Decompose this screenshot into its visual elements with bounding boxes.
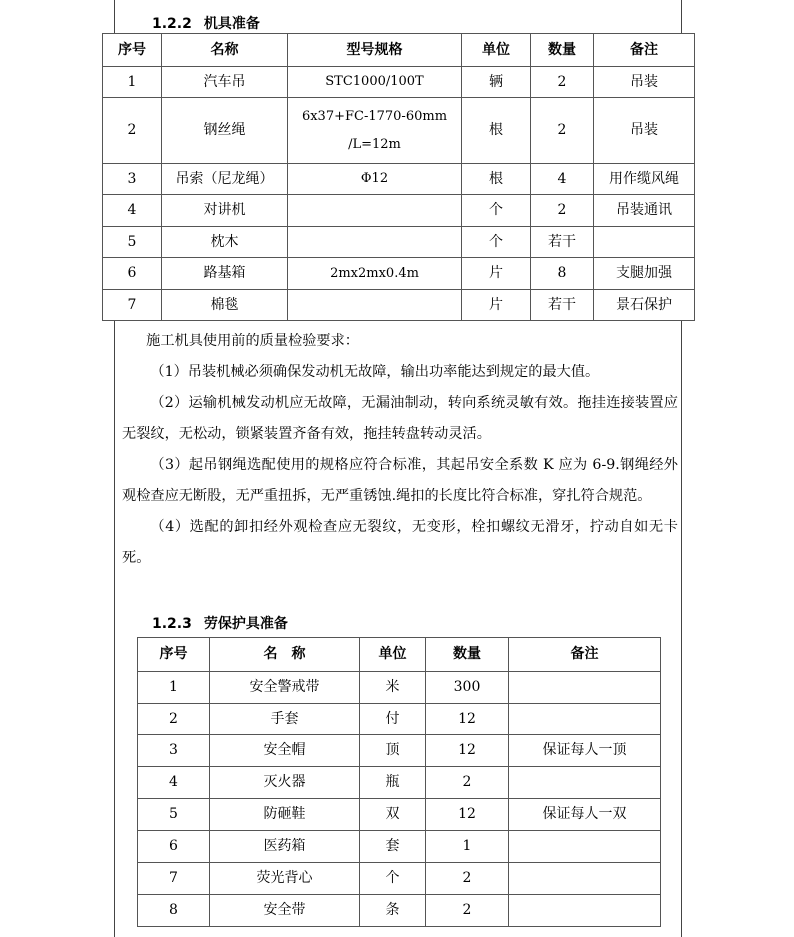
- cell-no: 8: [138, 895, 210, 927]
- cell-qty: 300: [426, 672, 509, 704]
- quality-requirements-text: [122, 326, 678, 574]
- cell-note: 吊装: [594, 98, 695, 164]
- cell-qty: 1: [426, 831, 509, 863]
- cell-unit: 瓶: [360, 767, 426, 799]
- column-header: 备注: [509, 638, 661, 672]
- cell-name: 灭火器: [210, 767, 360, 799]
- cell-note: 保证每人一双: [509, 799, 661, 831]
- cell-note: 用作缆风绳: [594, 164, 695, 195]
- table-header-row: [138, 638, 661, 672]
- cell-name: 手套: [210, 704, 360, 735]
- cell-no: 6: [103, 258, 162, 290]
- cell-name: 路基箱: [162, 258, 288, 290]
- cell-unit: 根: [462, 98, 531, 164]
- cell-spec: [288, 227, 462, 258]
- cell-qty: 2: [531, 98, 594, 164]
- paragraph-2: （2）运输机械发动机应无故障，无漏油制动，转向系统灵敏有效。拖挂连接装置应无裂纹，无松动，锁紧装置齐备有效，拖挂转盘转动灵活。: [122, 395, 678, 442]
- table-row: [138, 704, 661, 735]
- cell-qty: 若干: [531, 227, 594, 258]
- section-heading-ppe: [152, 613, 288, 633]
- cell-spec: [288, 195, 462, 227]
- section-number: 1.2.2: [152, 16, 192, 32]
- cell-name: 医药箱: [210, 831, 360, 863]
- column-header: 数量: [531, 34, 594, 67]
- cell-spec: [288, 98, 462, 164]
- column-header: 单位: [360, 638, 426, 672]
- tools-table: [102, 33, 695, 321]
- cell-spec-line: 6x37+FC-1770-60mm: [301, 108, 448, 124]
- column-header: 序号: [103, 34, 162, 67]
- table-row: [103, 258, 695, 290]
- cell-note: [594, 227, 695, 258]
- table-row: [138, 767, 661, 799]
- cell-name: 枕木: [162, 227, 288, 258]
- cell-name: 安全警戒带: [210, 672, 360, 704]
- cell-qty: 2: [531, 195, 594, 227]
- table-row: [138, 831, 661, 863]
- cell-name: 棉毯: [162, 290, 288, 321]
- table-row: [138, 895, 661, 927]
- cell-name: 汽车吊: [162, 67, 288, 98]
- cell-unit: 付: [360, 704, 426, 735]
- paragraph-intro: 施工机具使用前的质量检验要求：: [146, 333, 359, 349]
- section-title: 机具准备: [203, 16, 260, 32]
- cell-spec: STC1000/100T: [288, 67, 462, 98]
- cell-qty: 2: [426, 895, 509, 927]
- cell-no: 7: [103, 290, 162, 321]
- cell-note: 吊装通讯: [594, 195, 695, 227]
- cell-note: [509, 863, 661, 895]
- table-row: [103, 98, 695, 164]
- cell-unit: 辆: [462, 67, 531, 98]
- section-heading-tools: [152, 13, 260, 33]
- cell-name: 吊索（尼龙绳）: [162, 164, 288, 195]
- cell-no: 4: [138, 767, 210, 799]
- cell-note: 保证每人一顶: [509, 735, 661, 767]
- cell-qty: 若干: [531, 290, 594, 321]
- cell-qty: 12: [426, 735, 509, 767]
- cell-unit: 米: [360, 672, 426, 704]
- column-header: 名称: [162, 34, 288, 67]
- paragraph-4: （4）选配的卸扣经外观检查应无裂纹，无变形，栓扣螺纹无滑牙，拧动自如无卡死。: [122, 519, 678, 566]
- cell-no: 1: [138, 672, 210, 704]
- cell-no: 7: [138, 863, 210, 895]
- column-header: 名 称: [210, 638, 360, 672]
- cell-name: 安全带: [210, 895, 360, 927]
- table-row: [103, 290, 695, 321]
- cell-no: 2: [138, 704, 210, 735]
- cell-note: [509, 831, 661, 863]
- cell-qty: 12: [426, 799, 509, 831]
- section-title: 劳保护具准备: [203, 616, 288, 632]
- table-row: [103, 227, 695, 258]
- cell-note: 景石保护: [594, 290, 695, 321]
- cell-no: 1: [103, 67, 162, 98]
- cell-unit: 片: [462, 258, 531, 290]
- table-row: [103, 195, 695, 227]
- cell-unit: 片: [462, 290, 531, 321]
- table-row: [138, 672, 661, 704]
- cell-unit: 条: [360, 895, 426, 927]
- table-row: [138, 735, 661, 767]
- column-header: 备注: [594, 34, 695, 67]
- cell-note: [509, 895, 661, 927]
- cell-name: 荧光背心: [210, 863, 360, 895]
- paragraph-3: （3）起吊钢绳选配使用的规格应符合标准，其起吊安全系数 K 应为 6-9.钢绳经外观检查应无断股，无严重扭拆，无严重锈蚀.绳扣的长度比符合标准，穿扎符合规范。: [122, 457, 678, 504]
- column-header: 单位: [462, 34, 531, 67]
- cell-unit: 顶: [360, 735, 426, 767]
- cell-unit: 套: [360, 831, 426, 863]
- cell-qty: 8: [531, 258, 594, 290]
- cell-note: [509, 767, 661, 799]
- cell-note: 支腿加强: [594, 258, 695, 290]
- cell-name: 钢丝绳: [162, 98, 288, 164]
- column-header: 数量: [426, 638, 509, 672]
- table-header-row: [103, 34, 695, 67]
- column-header: 型号规格: [288, 34, 462, 67]
- cell-no: 2: [103, 98, 162, 164]
- cell-name: 防砸鞋: [210, 799, 360, 831]
- cell-unit: 个: [462, 227, 531, 258]
- table-row: [138, 799, 661, 831]
- paragraph-1: （1）吊装机械必须确保发动机无故障，输出功率能达到规定的最大值。: [150, 364, 600, 380]
- cell-unit: 根: [462, 164, 531, 195]
- cell-unit: 个: [360, 863, 426, 895]
- cell-name: 对讲机: [162, 195, 288, 227]
- cell-spec: 2mx2mx0.4m: [288, 258, 462, 290]
- cell-no: 5: [138, 799, 210, 831]
- cell-no: 3: [103, 164, 162, 195]
- section-number: 1.2.3: [152, 616, 192, 632]
- cell-spec: [288, 290, 462, 321]
- cell-qty: 2: [426, 863, 509, 895]
- cell-qty: 12: [426, 704, 509, 735]
- table-row: [103, 164, 695, 195]
- cell-unit: 个: [462, 195, 531, 227]
- cell-no: 4: [103, 195, 162, 227]
- cell-qty: 2: [426, 767, 509, 799]
- cell-name: 安全帽: [210, 735, 360, 767]
- cell-spec-line: /L=12m: [348, 136, 401, 152]
- cell-no: 3: [138, 735, 210, 767]
- cell-note: [509, 704, 661, 735]
- ppe-table: [137, 637, 661, 927]
- column-header: 序号: [138, 638, 210, 672]
- table-row: [138, 863, 661, 895]
- cell-qty: 2: [531, 67, 594, 98]
- cell-note: 吊装: [594, 67, 695, 98]
- table-row: [103, 67, 695, 98]
- cell-no: 6: [138, 831, 210, 863]
- cell-spec: Φ12: [288, 164, 462, 195]
- cell-unit: 双: [360, 799, 426, 831]
- cell-note: [509, 672, 661, 704]
- cell-no: 5: [103, 227, 162, 258]
- cell-qty: 4: [531, 164, 594, 195]
